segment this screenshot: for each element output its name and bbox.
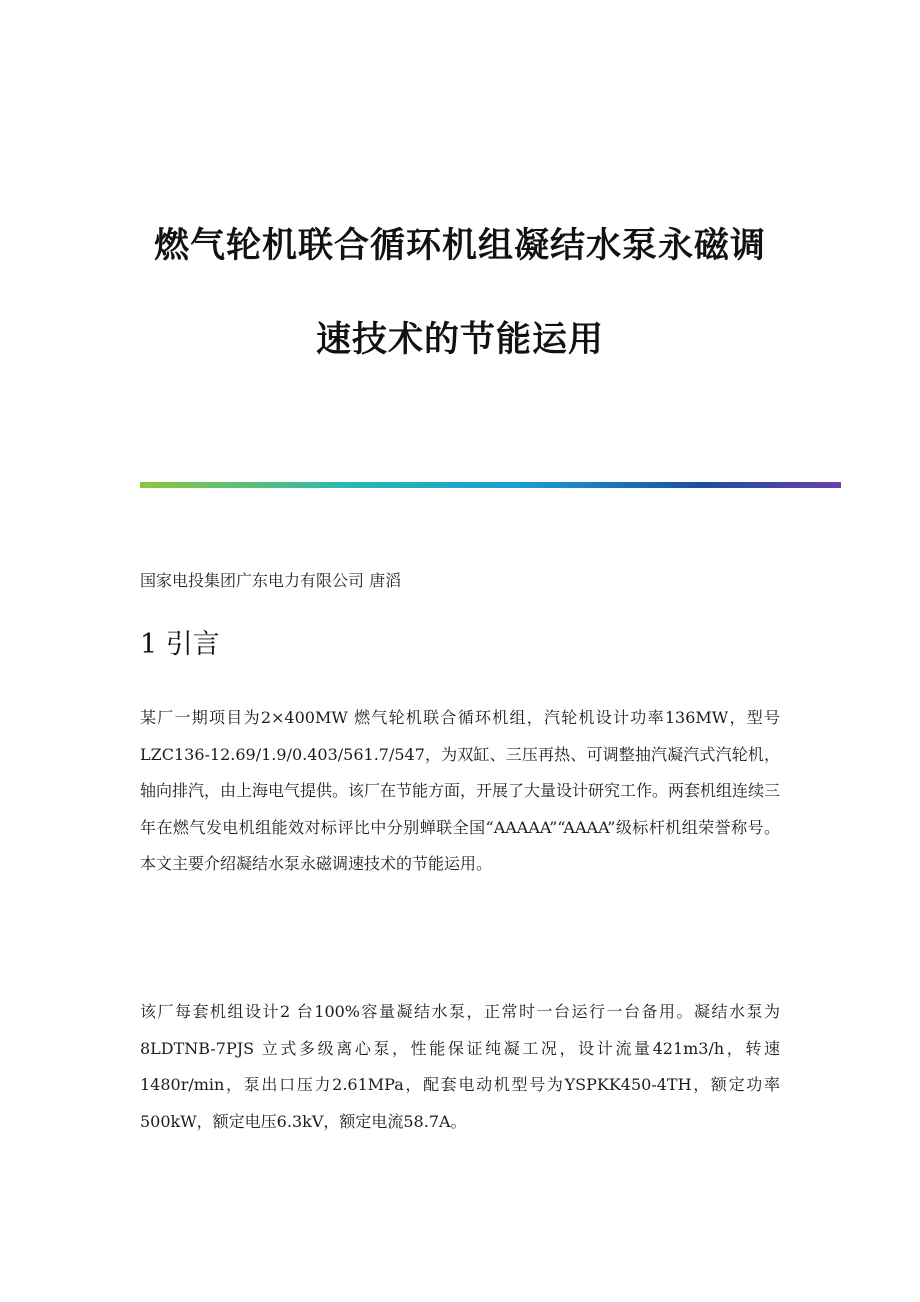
document-title-line-1: 燃气轮机联合循环机组凝结水泵永磁调 — [153, 226, 766, 266]
section-heading-introduction: 1 引言 — [140, 629, 220, 660]
body-paragraph: 该厂每套机组设计2 台100%容量凝结水泵，正常时一台运行一台备用。凝结水泵为8LDTNB-7PJS 立式多级离心泵，性能保证纯凝工况，设计流量421m3/h，转速1480r/min，泵出口压力2.61MPa，配套电动机型号为YSPKK450-4TH，额定功率500kW，额定电压6.3kV，额定电流58.7A。 — [140, 1002, 780, 1131]
author-affiliation: 国家电投集团广东电力有限公司 唐滔 — [140, 571, 402, 590]
document-title-line-2: 速技术的节能运用 — [315, 320, 604, 360]
title-divider-rule — [140, 482, 841, 488]
body-paragraph: 某厂一期项目为2×400MW 燃气轮机联合循环机组，汽轮机设计功率136MW，型号 LZC136-12.69/1.9/0.403/561.7/547，为双缸、三压再热、可调整抽汽凝汽式汽轮机，轴向排汽，由上海电气提供。该厂在节能方面，开展了大量设计研究工作。两套机组连续三年在燃气发电机组能效对标评比中分别蝉联全国“AAAAA”“AAAA”级标杆机组荣誉称号。本文主要介绍凝结水泵永磁调速技术的节能运用。 — [140, 708, 781, 873]
